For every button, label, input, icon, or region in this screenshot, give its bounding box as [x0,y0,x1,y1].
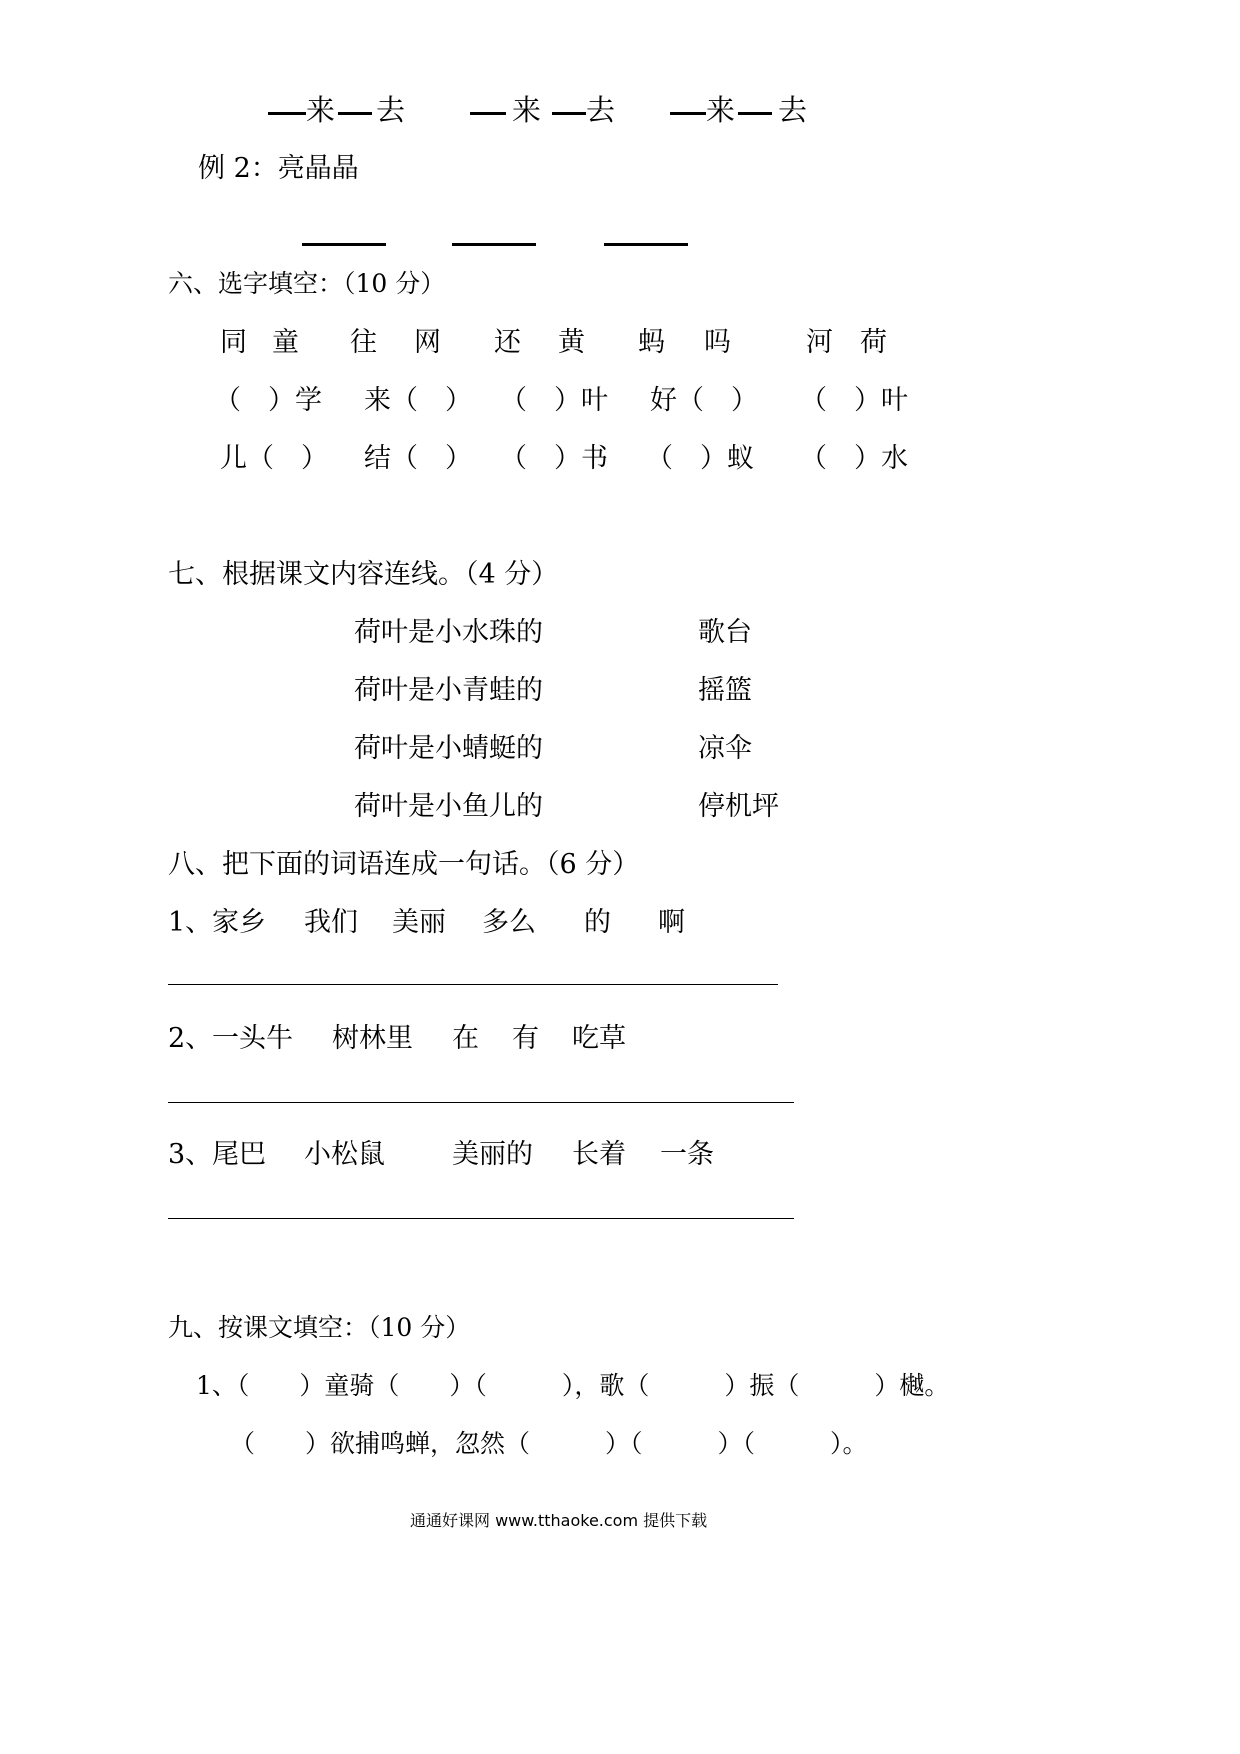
choice-char: 蚂 [638,327,665,358]
word: 在 [452,1023,479,1054]
choice-char: 河 [806,327,833,358]
blank[interactable] [552,112,586,115]
pattern-word: 去 [586,93,616,127]
fill-item[interactable]: （ ）水 [800,443,908,474]
match-right[interactable]: 摇篮 [698,675,752,706]
match-left[interactable]: 荷叶是小鱼儿的 [354,791,543,822]
word: 多么 [482,907,536,938]
section-7-title: 七、根据课文内容连线。（4 分） [168,559,559,590]
pattern-word: 来 [306,93,336,127]
choice-char: 吗 [704,327,731,358]
item-number: 1、 [168,907,213,938]
section-9-title: 九、按课文填空：（10 分） [168,1313,471,1342]
word: 长着 [572,1139,626,1170]
word: 吃草 [572,1023,626,1054]
section-6-title: 六、选字填空：（10 分） [168,269,446,298]
pattern-word: 来 [706,93,736,127]
blank[interactable] [670,112,706,115]
word: 一头牛 [212,1023,293,1054]
word: 的 [584,907,611,938]
choice-char: 同 [220,327,247,358]
match-right[interactable]: 停机坪 [698,791,779,822]
fill-item[interactable]: 儿（ ） [220,443,328,474]
blank[interactable] [470,112,506,115]
fill-item[interactable]: （ ）学 [214,385,322,416]
fill-item[interactable]: （ ）书 [500,443,608,474]
answer-blank[interactable] [302,243,386,246]
word: 家乡 [212,907,266,938]
word: 树林里 [332,1023,413,1054]
word: 小松鼠 [304,1139,385,1170]
choice-char: 还 [494,327,521,358]
blank[interactable] [338,112,372,115]
match-left[interactable]: 荷叶是小蜻蜓的 [354,733,543,764]
choice-char: 童 [272,327,299,358]
word: 啊 [658,907,685,938]
answer-blank[interactable] [604,243,688,246]
match-left[interactable]: 荷叶是小水珠的 [354,617,543,648]
fill-item[interactable]: （ ）叶 [500,385,608,416]
poem-line-2[interactable]: （ ）欲捕鸣蝉，忽然（ ）（ ）（ ）。 [230,1429,868,1458]
example-2: 例 2：亮晶晶 [198,153,359,184]
answer-line[interactable] [168,984,778,985]
choice-char: 黄 [558,327,585,358]
answer-line[interactable] [168,1218,794,1219]
word: 美丽的 [452,1139,533,1170]
fill-item[interactable]: 好（ ） [650,385,758,416]
fill-item[interactable]: 结（ ） [364,443,472,474]
pattern-word: 来 [512,93,542,127]
item-number: 3、 [168,1139,213,1170]
pattern-word: 去 [778,93,808,127]
choice-char: 荷 [860,327,887,358]
choice-char: 往 [350,327,377,358]
footer-text: 通通好课网 www.tthaoke.com 提供下载 [410,1511,708,1530]
answer-blank[interactable] [452,243,536,246]
fill-item[interactable]: （ ）叶 [800,385,908,416]
word: 尾巴 [212,1139,266,1170]
blank[interactable] [738,112,772,115]
match-right[interactable]: 凉伞 [698,733,752,764]
poem-line-1[interactable]: 1、（ ）童骑（ ）（ ），歌（ ）振（ ）樾。 [196,1371,950,1400]
pattern-word: 去 [376,93,406,127]
section-8-title: 八、把下面的词语连成一句话。（6 分） [168,849,640,880]
blank[interactable] [268,112,306,115]
word: 我们 [304,907,358,938]
answer-line[interactable] [168,1102,794,1103]
item-number: 2、 [168,1023,213,1054]
word: 一条 [660,1139,714,1170]
match-left[interactable]: 荷叶是小青蛙的 [354,675,543,706]
fill-item[interactable]: 来（ ） [364,385,472,416]
fill-item[interactable]: （ ）蚁 [646,443,754,474]
match-right[interactable]: 歌台 [698,617,752,648]
word: 有 [512,1023,539,1054]
word: 美丽 [392,907,446,938]
choice-char: 网 [414,327,441,358]
